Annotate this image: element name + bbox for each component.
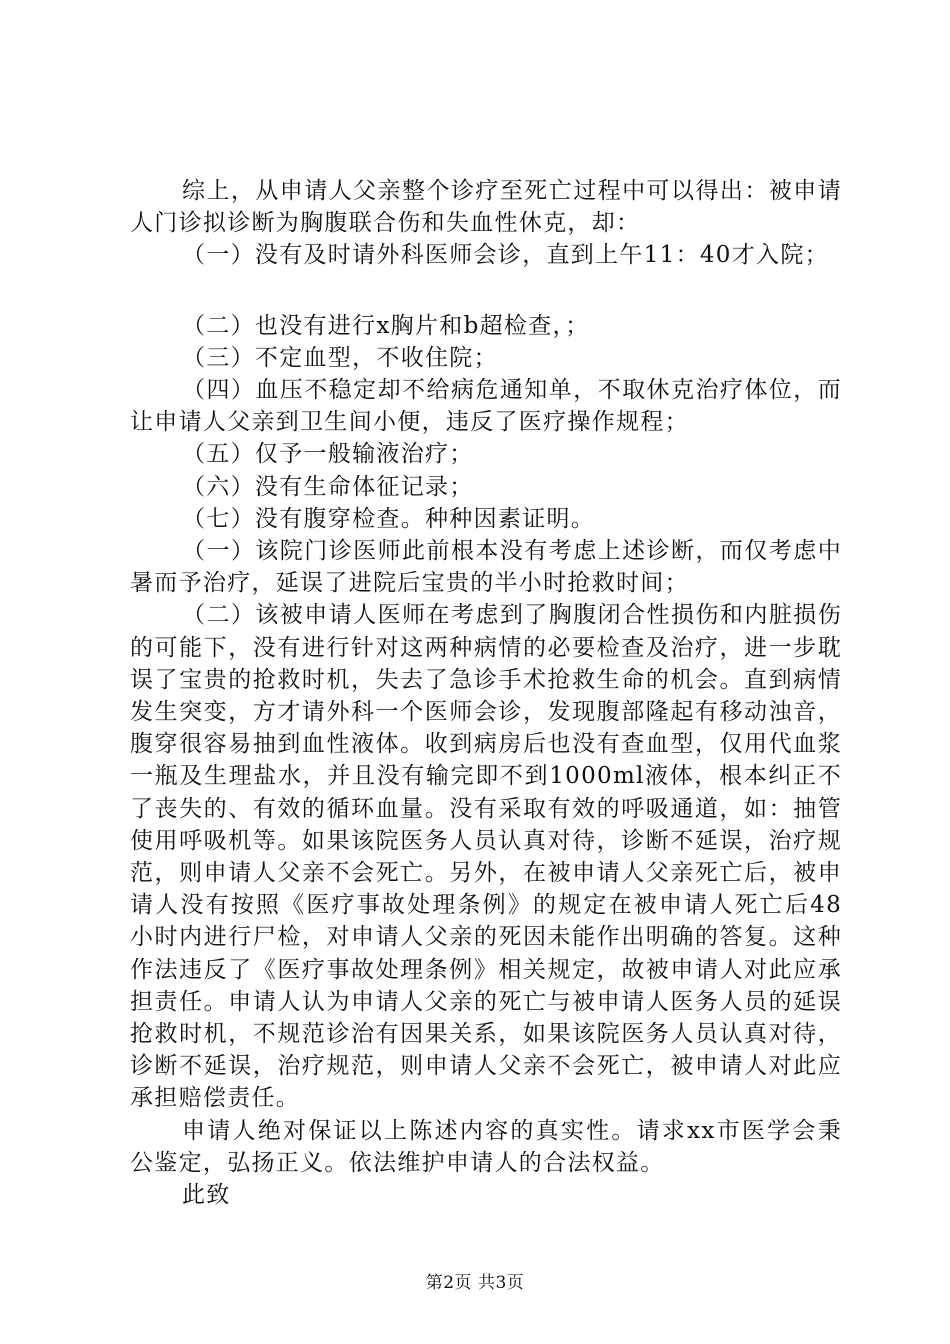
paragraph-item-1: （一）没有及时请外科医师会诊，直到上午11：40才入院； bbox=[182, 242, 829, 269]
document-body bbox=[130, 175, 842, 1211]
paragraph-item-7: （七）没有腹穿检查。种种因素证明。 bbox=[182, 505, 596, 532]
page-number-label: 第2页 共3页 bbox=[425, 1273, 525, 1293]
paragraph-item-2: （二）也没有进行x胸片和b超检查，； bbox=[182, 312, 590, 339]
paragraph-summary: 综上，从申请人父亲整个诊疗至死亡过程中可以得出：被申请人门诊拟诊断为胸腹联合伤和失血性休克，却： bbox=[130, 178, 842, 237]
paragraph-item-5: （五）仅予一般输液治疗； bbox=[182, 441, 474, 468]
paragraph-item-6: （六）没有生命体征记录； bbox=[182, 473, 474, 500]
paragraph-reason-1: （一）该院门诊医师此前根本没有考虑上述诊断，而仅考虑中暑而予治疗，延误了进院后宝贵的半小时抢救时间； bbox=[130, 538, 842, 597]
paragraph-item-4: （四）血压不稳定却不给病危通知单，不取休克治疗体位，而让申请人父亲到卫生间小便，违反了医疗操作规程； bbox=[130, 377, 842, 436]
paragraph-declaration: 申请人绝对保证以上陈述内容的真实性。请求xx市医学会秉公鉴定，弘扬正义。依法维护申请人的合法权益。 bbox=[130, 1117, 842, 1176]
paragraph-item-3: （三）不定血型，不收住院； bbox=[182, 344, 498, 371]
paragraph-closing: 此致 bbox=[182, 1182, 231, 1209]
paragraph-gap bbox=[130, 272, 842, 310]
paragraph-reason-2: （二）该被申请人医师在考虑到了胸腹闭合性损伤和内脏损伤的可能下，没有进行针对这两种病情的必要检查及治疗，进一步耽误了宝贵的抢救时机，失去了急诊手术抢救生命的机会。直到病情发生突变，方才请外科一个医师会诊，发现腹部隆起有移动浊音，腹穿很容易抽到血性液体。收到病房后也没有查血型，仅用代血浆一瓶及生理盐水，并且没有输完即不到1000ml液体，根本纠正不了丧失的、有效的循环血量。没有采取有效的呼吸通道，如：抽管使用呼吸机等。如果该院医务人员认真对待，诊断不延误，治疗规范，则申请人父亲不会死亡。另外，在被申请人父亲死亡后，被申请人没有按照《医疗事故处理条例》的规定在被申请人死亡后48小时内进行尸检，对申请人父亲的死因未能作出明确的答复。这种作法违反了《医疗事故处理条例》相关规定，故被申请人对此应承担责任。申请人认为申请人父亲的死亡与被申请人医务人员的延误抢救时机，不规范诊治有因果关系，如果该院医务人员认真对待，诊断不延误，治疗规范，则申请人父亲不会死亡，被申请人对此应承担赔偿责任。 bbox=[130, 602, 842, 1112]
page-footer bbox=[0, 1272, 950, 1294]
